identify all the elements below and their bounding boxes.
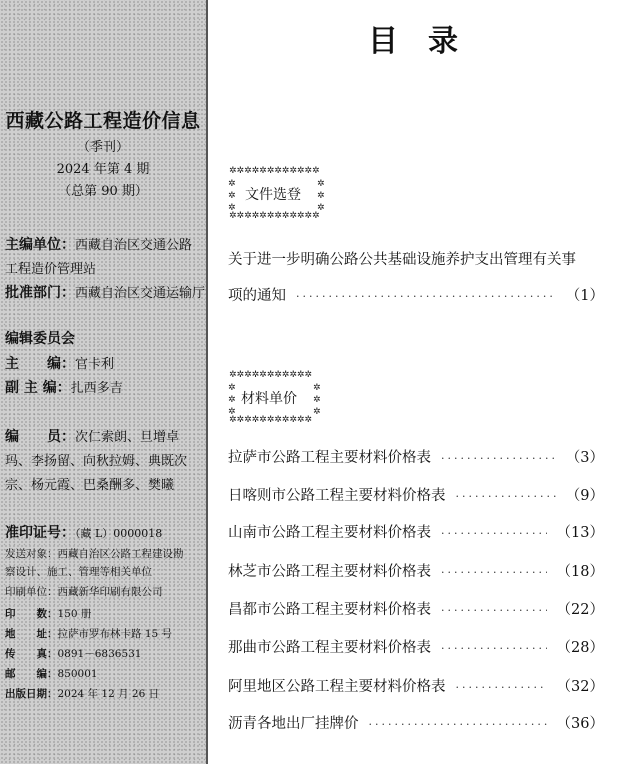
fax-label: 传 真： (5, 648, 58, 660)
section-box-documents (227, 164, 327, 220)
deputy-label: 副 主 编： (5, 380, 71, 396)
deputy-value: 扎西多吉 (70, 381, 123, 396)
svg-text:✲: ✲ (313, 383, 321, 393)
svg-text:✲: ✲ (317, 203, 325, 213)
svg-text:✲: ✲ (313, 407, 321, 417)
leader-dots (441, 527, 547, 540)
toc-row-ngari[interactable] (228, 675, 604, 696)
toc-row-chamdo[interactable] (228, 598, 604, 619)
printer-line: 印刷单位：西藏新华印刷有限公司 (5, 586, 163, 598)
postcode-label: 邮 编： (5, 668, 58, 680)
toc-item-text: 阿里地区公路工程主要材料价格表 (228, 679, 446, 695)
svg-text:✲: ✲ (228, 203, 236, 213)
toc-item-page: （1） (565, 288, 604, 304)
leader-dots (456, 490, 556, 503)
fax-line (5, 646, 206, 661)
toc-item-text: 日喀则市公路工程主要材料价格表 (228, 488, 446, 504)
toc-item-page: （32） (556, 679, 604, 695)
svg-text:✲: ✲ (228, 395, 236, 405)
host-line-1 (5, 234, 206, 254)
frequency: （季刊） (76, 140, 129, 155)
toc-item-text: 那曲市公路工程主要材料价格表 (228, 640, 431, 656)
approval-value: 西藏自治区交通运输厅 (75, 286, 206, 301)
editors-label: 编 员： (5, 429, 75, 445)
magazine-title: 西藏公路工程造价信息 (5, 110, 201, 132)
leader-dots (441, 604, 547, 617)
toc-item-text: 沥青各地出厂挂牌价 (228, 716, 359, 732)
masthead-sidebar (0, 0, 206, 764)
postcode-line (5, 666, 206, 681)
svg-text:✲✲✲✲✲✲✲✲✲✲✲: ✲✲✲✲✲✲✲✲✲✲✲ (229, 415, 312, 424)
address-line (5, 626, 206, 641)
date-value: 2024 年 12 月 26 日 (57, 688, 160, 700)
leader-dots (369, 718, 547, 731)
svg-text:✲✲✲✲✲✲✲✲✲✲✲: ✲✲✲✲✲✲✲✲✲✲✲ (229, 370, 312, 380)
date-line (5, 686, 206, 701)
toc-row-nagqu[interactable] (228, 636, 604, 657)
svg-text:✲: ✲ (228, 383, 236, 393)
toc-item-text: 昌都市公路工程主要材料价格表 (228, 602, 431, 618)
copies-value: 150 册 (57, 608, 92, 620)
section-label-materials: 材料单价 (241, 391, 297, 407)
leader-dots (441, 452, 556, 465)
toc-item-page: （3） (565, 450, 604, 466)
toc-item-1-line-2[interactable] (228, 284, 604, 305)
postcode-value: 850001 (57, 668, 98, 680)
total-issue: （总第 90 期） (58, 184, 148, 199)
toc-item-page: （9） (565, 488, 604, 504)
approval-line (5, 282, 206, 302)
permit-label: 准印证号： (5, 525, 75, 541)
target-line-2: 察设计、施工、管理等相关单位 (5, 566, 152, 578)
editors-line-1 (5, 426, 206, 446)
date-label: 出版日期： (5, 688, 58, 700)
address-value: 拉萨市罗布林卡路 15 号 (57, 628, 173, 640)
column-divider (206, 0, 208, 764)
target-line-1: 发送对象：西藏自治区公路工程建设勘 (5, 548, 184, 560)
host-label: 主编单位： (5, 237, 75, 253)
leader-dots (441, 566, 547, 579)
toc-item-page: （36） (556, 716, 604, 732)
leader-dots (456, 681, 547, 694)
editors-line-3: 宗、杨元霞、巴桑酬多、樊曦 (5, 478, 175, 493)
svg-text:✲✲✲✲✲✲✲✲✲✲✲✲: ✲✲✲✲✲✲✲✲✲✲✲✲ (229, 211, 320, 220)
toc-title: 目录 (368, 24, 488, 59)
copies-label: 印 数： (5, 608, 58, 620)
chief-value: 官卡利 (75, 357, 115, 372)
chief-editor-line (5, 353, 206, 373)
address-label: 地 址： (5, 628, 58, 640)
svg-text:✲: ✲ (317, 179, 325, 189)
permit-value: （藏 L）0000018 (75, 527, 163, 540)
svg-text:✲: ✲ (228, 191, 236, 201)
toc-row-nyingchi[interactable] (228, 560, 604, 581)
toc-item-text: 拉萨市公路工程主要材料价格表 (228, 450, 431, 466)
approval-label: 批准部门： (5, 285, 75, 301)
leader-dots (441, 642, 547, 655)
toc-row-lhasa[interactable] (228, 446, 604, 467)
toc-item-1-line-1[interactable]: 关于进一步明确公路公共基础设施养护支出管理有关事 (228, 252, 576, 268)
svg-text:✲: ✲ (228, 179, 236, 189)
host-value-1: 西藏自治区交通公路 (75, 238, 193, 253)
editors-value-1: 次仁索朗、旦增卓 (75, 430, 180, 445)
svg-text:✲: ✲ (313, 395, 321, 405)
toc-item-text: 项的通知 (228, 288, 286, 304)
toc-row-shannan[interactable] (228, 521, 604, 542)
issue-number: 2024 年第 4 期 (56, 162, 150, 177)
deputy-editor-line (5, 377, 206, 397)
toc-item-page: （18） (556, 564, 604, 580)
section-label-documents: 文件选登 (245, 187, 301, 203)
toc-item-page: （13） (556, 525, 604, 541)
permit-line (5, 522, 206, 542)
toc-item-text: 林芝市公路工程主要材料价格表 (228, 564, 431, 580)
toc-row-shigatse[interactable] (228, 484, 604, 505)
editors-line-2: 玛、李扬留、向秋拉姆、典既次 (5, 454, 188, 469)
toc-item-text: 山南市公路工程主要材料价格表 (228, 525, 431, 541)
svg-text:✲: ✲ (228, 407, 236, 417)
fax-value: 0891－6836531 (57, 648, 142, 660)
chief-label: 主 编： (5, 356, 75, 372)
toc-item-page: （28） (556, 640, 604, 656)
committee-title: 编辑委员会 (5, 331, 75, 347)
toc-row-asphalt[interactable] (228, 712, 604, 733)
section-box-materials (227, 368, 323, 424)
leader-dots (296, 290, 556, 303)
host-value-2: 工程造价管理站 (5, 262, 97, 277)
copies-line (5, 606, 206, 621)
toc-item-page: （22） (556, 602, 604, 618)
svg-text:✲✲✲✲✲✲✲✲✲✲✲✲: ✲✲✲✲✲✲✲✲✲✲✲✲ (229, 166, 320, 176)
svg-text:✲: ✲ (317, 191, 325, 201)
